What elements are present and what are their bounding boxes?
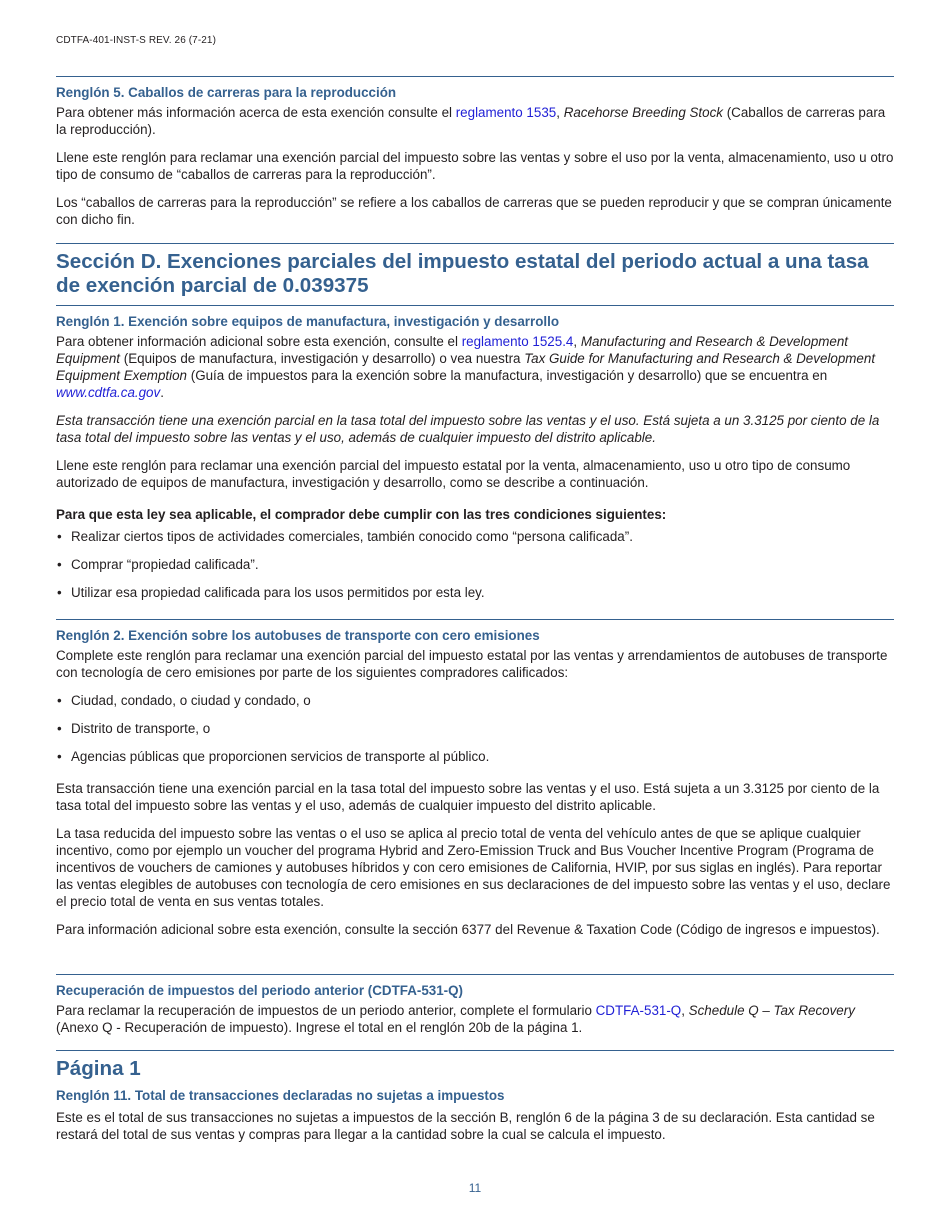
line11-heading: Renglón 11. Total de transacciones declaradas no sujetas a impuestos: [56, 1088, 505, 1103]
section-d-line2-paragraph-3: La tasa reducida del impuesto sobre las ventas o el uso se aplica al precio total de venta del vehículo antes de que se aplique cualquier incentivo, como por ejemplo un voucher del programa Hybrid and Zero-Emission Truck and Bus Voucher Incentive Program (Programa de incentivos de vouchers de camiones y autobuses híbridos y con cero emisiones de California, HVIP, por sus siglas en inglés). Para reportar las ventas elegibles de autobuses con tecnología de cero emisiones en sus declaraciones de del impuesto sobre las ventas y el uso, declare el precio total de venta en sus ventas totales.: [56, 826, 891, 909]
divider: [56, 305, 894, 306]
line5-paragraph-2: Llene este renglón para reclamar una exención parcial del impuesto sobre las ventas y sobre el uso por la venta, almacenamiento, uso u otro tipo de consumo de “caballos de carreras para la reproducción”.: [56, 150, 894, 182]
tax-recovery-section: [56, 982, 894, 1036]
tax-recovery-paragraph: Para reclamar la recuperación de impuestos de un periodo anterior, complete el formulario CDTFA-531-Q, Schedule Q – Tax Recovery (Anexo Q - Recuperación de impuesto). Ingrese el total en el renglón 20b de la página 1.: [56, 1003, 855, 1035]
conditions-list: [56, 528, 894, 601]
list-item: • Agencias públicas que proporcionen servicios de transporte al público.: [56, 748, 894, 765]
cdtfa-531-q-link[interactable]: CDTFA-531-Q: [595, 1003, 682, 1018]
list-item: • Realizar ciertos tipos de actividades comerciales, también conocido como “persona calificada”.: [56, 528, 894, 545]
page-number: 11: [468, 1181, 482, 1195]
divider: [56, 243, 894, 244]
qualified-buyers-list: [56, 692, 894, 765]
line5-heading: Renglón 5. Caballos de carreras para la reproducción: [56, 85, 397, 100]
section-d-line1-paragraph-3: Llene este renglón para reclamar una exención parcial del impuesto estatal por la venta, almacenamiento, uso u otro tipo de consumo autorizado de equipos de manufactura, investigación y desarrollo, como se describe a continuación.: [56, 458, 851, 490]
regulation-1535-link[interactable]: reglamento 1535: [455, 105, 557, 120]
cdtfa-website-link[interactable]: www.cdtfa.ca.gov: [56, 385, 161, 400]
divider: [56, 76, 894, 77]
line11-paragraph: Este es el total de sus transacciones no sujetas a impuestos de la sección B, renglón 6 de la página 3 de su declaración. Esta cantidad se restará del total de sus ventas y compras para llegar a la cantidad sobre la cual se calcula el impuesto.: [56, 1110, 875, 1142]
section-d-title: Sección D. Exenciones parciales del impuesto estatal del periodo actual a una tasa de exención parcial de 0.039375: [56, 250, 869, 297]
divider: [56, 619, 894, 620]
line5-section: [56, 84, 894, 228]
line5-paragraph-1: Para obtener más información acerca de esta exención consulte el reglamento 1535, Racehorse Breeding Stock (Caballos de carreras para la reproducción).: [56, 105, 886, 137]
section-d-line1-paragraph-2: Esta transacción tiene una exención parcial en la tasa total del impuesto sobre las ventas y el uso. Está sujeta a un 3.3125 por ciento de la tasa total del impuesto sobre las ventas y el uso, además de cualquier impuesto del distrito aplicable.: [56, 413, 880, 445]
page1-title: Página 1: [56, 1057, 141, 1080]
list-item: • Distrito de transporte, o: [56, 720, 894, 737]
section-d-line2-paragraph-4: Para información adicional sobre esta exención, consulte la sección 6377 del Revenue & Taxation Code (Código de ingresos e impuestos).: [56, 922, 880, 937]
divider: [56, 1050, 894, 1051]
section-d-line1: [56, 313, 894, 601]
list-item: • Ciudad, condado, o ciudad y condado, o: [56, 692, 894, 709]
section-d-line1-paragraph-1: Para obtener información adicional sobre esta exención, consulte el reglamento 1525.4, Manufacturing and Research & Development Equipment (Equipos de manufactura, investigación y desarrollo) o vea nuestra Tax Guide for Manufacturing and Research & Development Equipment Exemption (Guía de impuestos para la exención sobre la manufactura, investigación y desarrollo) que se encuentra en www.cdtfa.ca.gov.: [56, 334, 876, 400]
section-d-title-block: [56, 250, 894, 298]
tax-recovery-heading: Recuperación de impuestos del periodo anterior (CDTFA-531-Q): [56, 983, 463, 998]
list-item: • Utilizar esa propiedad calificada para los usos permitidos por esta ley.: [56, 584, 894, 601]
document-id: CDTFA-401-INST-S REV. 26 (7-21): [56, 35, 217, 46]
section-d-line2-paragraph-1: Complete este renglón para reclamar una exención parcial del impuesto estatal por las ventas y arrendamientos de autobuses de transporte con tecnología de cero emisiones por parte de los siguientes compradores calificados:: [56, 648, 888, 680]
list-item: • Comprar “propiedad calificada”.: [56, 556, 894, 573]
section-d-line1-heading: Renglón 1. Exención sobre equipos de manufactura, investigación y desarrollo: [56, 314, 560, 329]
page1-section: [56, 1057, 894, 1143]
section-d-line2-paragraph-2: Esta transacción tiene una exención parcial en la tasa total del impuesto sobre las ventas y el uso. Está sujeta a un 3.3125 por ciento de la tasa total del impuesto sobre las ventas y el uso, además de cualquier impuesto del distrito aplicable.: [56, 781, 880, 813]
conditions-title: Para que esta ley sea aplicable, el comprador debe cumplir con las tres condiciones siguientes:: [56, 507, 667, 522]
line5-paragraph-3: Los “caballos de carreras para la reproducción” se refiere a los caballos de carreras que se pueden reproducir y que se compran únicamente con dicho fin.: [56, 195, 892, 227]
regulation-1525-4-link[interactable]: reglamento 1525.4: [461, 334, 574, 349]
section-d-line2: [56, 627, 894, 938]
section-d-line2-heading: Renglón 2. Exención sobre los autobuses de transporte con cero emisiones: [56, 628, 540, 643]
divider: [56, 974, 894, 975]
